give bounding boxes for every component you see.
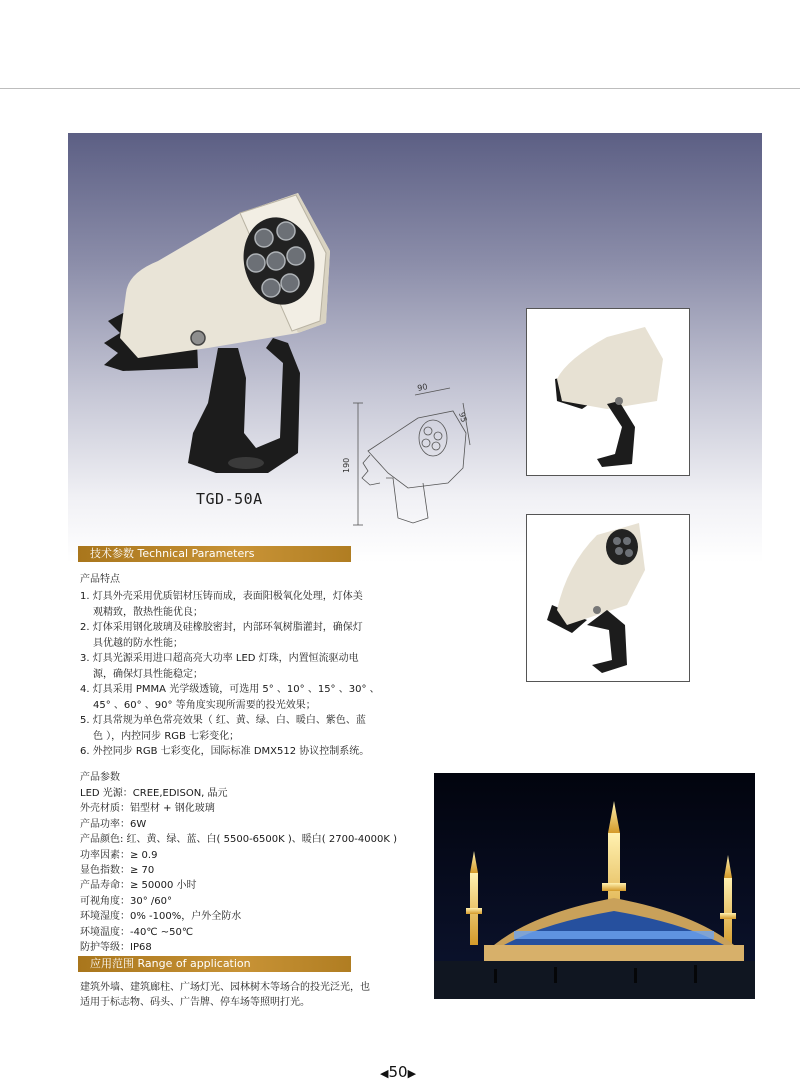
product-thumbnail-side: [526, 308, 690, 476]
section-technical-parameters: 技术参数 Technical Parameters: [78, 546, 351, 562]
param-row: 功率因素：≥ 0.9: [80, 849, 158, 861]
params-title: 产品参数: [80, 772, 120, 783]
param-row: 环境温度：-40℃ ~50℃: [80, 926, 194, 938]
list-item: 2. 灯体采用钢化玻璃及硅橡胶密封，内部环氧树脂灌封，确保灯 具优越的防水性能；: [80, 622, 363, 649]
feature-list: [80, 589, 420, 760]
section-application: 应用范围 Range of application: [78, 956, 351, 972]
param-row: 产品功率：6W: [80, 818, 147, 830]
page-number: ◀50▶: [380, 1063, 417, 1081]
param-row: LED 光源：CREE,EDISON, 晶元: [80, 788, 228, 799]
dim-height: 190: [342, 457, 351, 473]
dim-width: 90: [416, 382, 429, 393]
param-row: 防护等级：IP68: [80, 942, 152, 954]
param-row: 显色指数：≥ 70: [80, 865, 155, 877]
list-item: 1. 灯具外壳采用优质铝材压铸而成，表面阳极氧化处理，灯体美 观精致，散热性能优良；: [80, 591, 363, 618]
list-item: 6. 外控同步 RGB 七彩变化，国际标准 DMX512 协议控制系统。: [80, 746, 370, 757]
application-photo: [434, 773, 755, 999]
list-item: 5. 灯具常规为单色常亮效果（ 红、黄、绿、白、暖白、紫色、蓝 色 ），内控同步 RGB 七彩变化；: [80, 715, 366, 742]
param-row: 产品寿命：≥ 50000 小时: [80, 880, 197, 892]
dim-depth: 95: [457, 411, 469, 424]
application-text: 建筑外墙、建筑廊柱、广场灯光、园林树木等场合的投光泛光，也 适用于标志物、码头、广告牌、停车场等照明打光。: [80, 982, 370, 1008]
prev-arrow-icon: ◀: [380, 1067, 389, 1080]
param-row: 产品颜色: 红、黄、绿、蓝、白( 5500-6500K )、暖白( 2700-4000K ): [80, 834, 397, 846]
param-row: 环境湿度：0% -100%，户外全防水: [80, 911, 242, 923]
product-model: TGD-50A: [196, 490, 263, 508]
param-row: 可视角度：30° /60°: [80, 895, 172, 907]
param-list: [80, 786, 420, 955]
features-title: 产品特点: [80, 574, 120, 585]
list-item: 4. 灯具采用 PMMA 光学级透镜，可选用 5° 、10° 、15° 、30° 、 45° 、60° 、90° 等角度实现所需要的投光效果；: [80, 684, 380, 711]
list-item: 3. 灯具光源采用进口超高亮大功率 LED 灯珠，内置恒流驱动电 源，确保灯具性能稳定；: [80, 653, 359, 680]
next-arrow-icon: ▶: [407, 1067, 417, 1080]
header-rule: [0, 88, 800, 89]
product-thumbnail-front: [526, 514, 690, 682]
param-row: 外壳材质：铝型材 + 钢化玻璃: [80, 803, 215, 815]
